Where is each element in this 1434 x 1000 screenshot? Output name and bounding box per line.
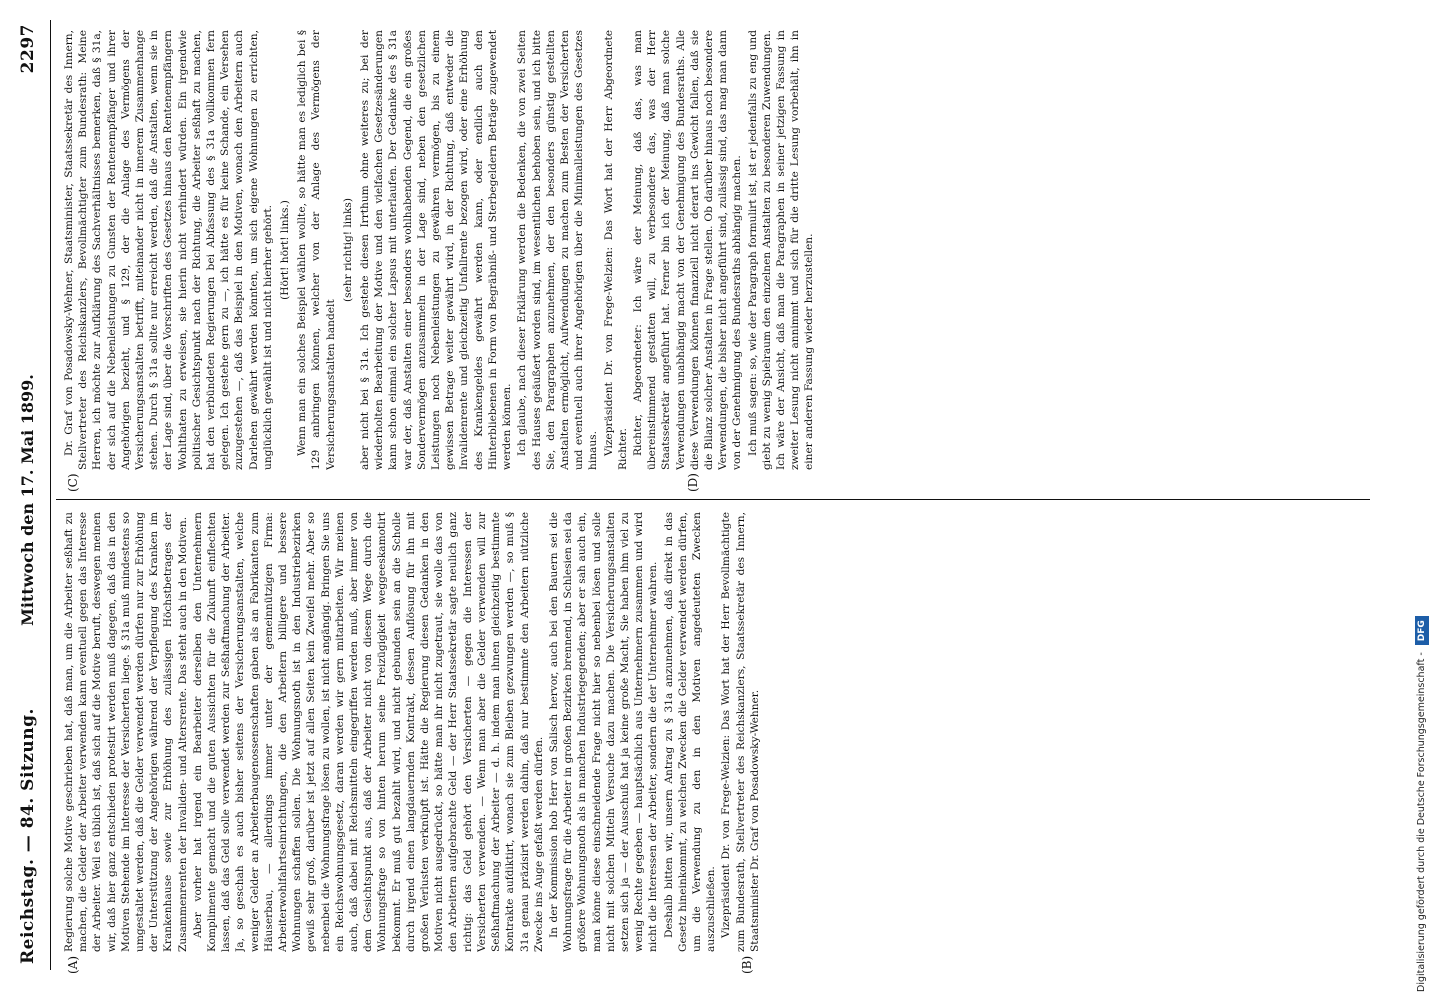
column-divider <box>56 499 1370 500</box>
interjection: (sehr richtig! links) <box>341 198 354 302</box>
paragraph: Ich glaube, nach dieser Erklärung werden die Bedenken, die von zwei Seiten des Hauses geäußert worden sind, im wesentlichen behoben sein, und ich bitte Sie, den Paragraphen anzunehmen, der den besonders günstig gestellten Anstalten ermöglicht, Aufwendungen zu machen zum Besten der Versicherten und eventuell auch ihrer Angehörigen über die Minimalleistungen des Gesetzes hinaus. <box>516 30 600 470</box>
paragraph: aber nicht bei § 31a. Ich gestehe diesen Irrthum ohne weiteres zu; bei der wiederholten Bearbeitung der Motive und den vielfachen Gesetzesänderungen kann schon einmal ein solcher Lapsus mit unterlaufen. Der Gedanke des § 31a war der, daß Anstalten einer besonders wohlhabenden Gegend, die ein großes Sondervermögen anzusammeln in der Lage sind, neben den gesetzlichen Leistungen noch Nebenleistungen zu gewähren vermögen, bis zu einem gewissen Betrage weiter gewährt wird, in der Richtung, daß entweder die Invalidenrente und gleichzeitig Unfallrente bezogen wird, oder eine Erhöhung des Krankengeldes gewährt werden kann, oder endlich auch den Hinterbliebenen in Form von Begräbniß- und Sterbegeldern Beträge zugewendet werden können. <box>359 30 514 470</box>
interjection: (Hört! hört! links.) <box>279 200 292 300</box>
digitization-note-text: Digitalisierung gefördert durch die Deutsche Forschungsgemeinschaft - <box>1416 652 1427 992</box>
margin-mark-a: (A) <box>66 955 80 974</box>
digitization-note <box>1412 8 1432 992</box>
header-rule <box>50 20 51 970</box>
margin-mark-d: (D) <box>686 473 700 492</box>
speaker-paragraph: Vizepräsident Dr. von Frege-Welzien: Das Wort hat der Herr Abgeordnete Richter. <box>602 30 629 470</box>
margin-mark-b: (B) <box>740 955 754 974</box>
paragraph: Aber vorher hat irgend ein Bearbeiter derselben den Unternehmern Komplimente gemacht und die guten Aussichten für die Zukunft einflechten lassen, daß das Geld solle verwendet werden zur Seßhaftmachung der Arbeiter. Ja, so geschah es auch bisher seitens der Versicherungsanstalten, welche weniger Gelder an Arbeiterbaugenossenschaften gaben als an Fabrikanten zum Häuserbau, — allerdings immer unter der gemeinnützigen Firma: Arbeiterwohlfahrtseinrichtungen, die den Arbeitern billigere und bessere Wohnungen schaffen sollen. Die Wohnungsnoth ist in den Industriebezirken gewiß sehr groß, darüber ist jetzt auf allen Seiten kein Zweifel mehr. Aber so nebenbei die Wohnungsfrage lösen zu wollen, ist nicht angängig. Bringen Sie uns ein Reichswohnungsgesetz, daran werden wir gern mitarbeiten. Wir meinen auch, daß dabei mit Reichsmitteln eingegriffen werden muß, aber immer von dem Gesichtspunkt aus, daß der Arbeiter nicht von diesem Wege durch die Wohnungsfrage so von hinten herum seine Freizügigkeit weggeeskamotirt bekommt. Er muß gut bezahlt wird, und nicht gebunden sein an die Scholle durch irgend einen langdauernden Kontrakt, dessen Auflösung für ihn mit großen Verlusten verknüpft ist. Hätte die Regierung diesen Gedanken in den Motiven nicht ausgedrückt, so hätte man ihr nicht zugetraut, sie wolle das von den Arbeitern aufgebrachte Geld — der Herr Staatssekretär sagte neulich ganz richtig: das Geld gehört den Versicherten — gegen die Interessen der Versicherten verwenden. — Wenn man aber die Gelder verwenden will zur Seßhaftmachung der Arbeiter — d. h. indem man ihnen gleichzeitig bestimmte Kontrakte aufdiktirt, wonach sie zum Bleiben gezwungen werden —, so muß § 31a genau präzisirt werden dahin, daß nur bestimmte den Arbeitern nützliche Zwecke ins Auge gefaßt werden dürfen. <box>191 512 545 952</box>
speaker-paragraph: Dr. Graf von Posadowsky-Wehner, Staatsminister, Staatssekretär des Innern, Stellvertreter des Reichskanzlers, Bevollmächtigter zum Bundesrath: Meine Herren, ich möchte zur Aufklärung des Sachverhältnisses bemerken, daß § 31a, der sich auf die Nebenleistungen zu Gunsten der Rentenempfänger und ihrer Angehörigen bezieht, und § 129, der die Anlage des Vermögens der Versicherungsanstalten betrifft, miteinander nicht in innerem Zusammenhange stehen. Durch § 31a sollte nur erreicht werden, daß die Anstalten, wenn sie in der Lage sind, über die Vorschriften des Gesetzes hinaus den Rentenempfängern Wohlthaten zu erweisen, sie hierin nicht verhindert würden. Ein irgendwie politischer Gesichtspunkt nach der Richtung, die Arbeiter seßhaft zu machen, hat den verbündeten Regierungen bei Abfassung des § 31a vollkommen fern gelegen. Ich gestehe gern zu —, ich hätte es für keine Schande, ein Versehen zuzugestehen —, daß das Beispiel in den Motiven, wonach den Arbeitern auch Darlehen gewährt werden könnten, um sich eigene Wohnungen zu errichten, unglücklich gewählt ist und nicht hierher gehört. <box>63 30 274 470</box>
paragraph: In der Kommission hob Herr von Salisch hervor, auch bei den Bauern sei die Wohnungsfrage für die Arbeiter in großen Bezirken brennend, in Schlesien sei da größere Wohnungsnoth als in manchen Industriegegenden; aber er sah auch ein, man könne diese einschneidende Frage nicht hier so nebenbei lösen und solle nicht mit solchen Mitteln Versuche dazu machen. Die Versicherungsanstalten setzen sich ja — der Ausschuß hat ja keine große Macht, Sie haben ihm viel zu wenig Rechte gegeben — hauptsächlich aus Unternehmern zusammen und wird nicht die Interessen der Arbeiter, sondern die der Unternehmer wahren. <box>547 512 660 952</box>
dfg-logo: DFG <box>1415 616 1429 645</box>
text-column-right <box>62 30 1362 470</box>
margin-mark-c: (C) <box>66 473 80 492</box>
paragraph: Wenn man ein solches Beispiel wählen wollte, so hätte man es lediglich bei § 129 anbringen können, welcher von der Anlage des Vermögens der Versicherungsanstalten handelt <box>296 30 337 470</box>
paragraph: Deshalb bitten wir, unsern Antrag zu § 31a anzunehmen, daß direkt in das Gesetz hineinkommt, zu welchen Zwecken die Gelder verwendet werden dürfen, um die Verwendung zu den in den Motiven angedeuteten Zwecken auszuschließen. <box>662 512 718 952</box>
running-head-date: Mittwoch den 17. Mai 1899. <box>18 374 37 626</box>
speaker-paragraph: Richter, Abgeordneter: Ich wäre der Meinung, daß das, was man übereinstimmend gestatten will, zu verbesondere das, was der Herr Staatssekretär angeführt hat. Ferner bin ich der Meinung, daß man solche Verwendungen unabhängig macht von der Genehmigung des Bundesraths. Alle diese Verwendungen können finanziell nicht derart ins Gewicht fallen, daß sie die Bilanz solcher Anstalten in Frage stellen. Ob darüber hinaus noch besondere Verwendungen, die bisher nicht angeführt sind, zulässig sind, das mag man dann von der Genehmigung des Bundesraths abhängig machen. <box>631 30 744 470</box>
paragraph: Ich muß sagen: so, wie der Paragraph formulirt ist, ist er jedenfalls zu eng und giebt zu wenig Spielraum den einzelnen Anstalten zu besonderen Zuwendungen. Ich wäre der Ansicht, daß man die Paragraphen in seiner jetzigen Fassung in zweiter Lesung nicht annimmt und sich für die dritte Lesung vorbehält, ihn in einer anderen Fassung wieder herzustellen. <box>746 30 816 470</box>
text-column-left <box>62 512 1362 952</box>
speaker-paragraph: Vizepräsident Dr. von Frege-Welzien: Das Wort hat der Herr Bevollmächtigte zum Bundesrath, Stellvertreter des Reichskanzlers, Staatssekretär des Innern, Staatsminister Dr. Graf von Posadowsky-Wehner. <box>720 512 761 952</box>
page-number: 2297 <box>18 24 38 74</box>
paragraph: Regierung solche Motive geschrieben hat, daß man, um die Arbeiter seßhaft zu machen, die Gelder der Arbeiter verwenden kann eventuell gegen das Interesse der Arbeiter. Weil es üblich ist, daß sich auf die Motive beruft, deswegen meinen wir, daß hier ganz entschieden protestirt werden muß dagegen, daß das in den Motiven Stehende im Interesse der Versicherten liege. § 31a muß mindestens so umgestaltet werden, daß die Gelder verwendet werden dürfen nur zur Erhöhung der Unterstützung der Angehörigen während der Verpflegung des Kranken im Krankenhause sowie zur Erhöhung des zulässigen Höchstbetrages der Zusammenrenten der Invaliden- und Altersrente. Das steht auch in den Motiven. <box>63 512 189 952</box>
running-head-left: Reichstag. — 84. Sitzung. <box>18 708 38 964</box>
